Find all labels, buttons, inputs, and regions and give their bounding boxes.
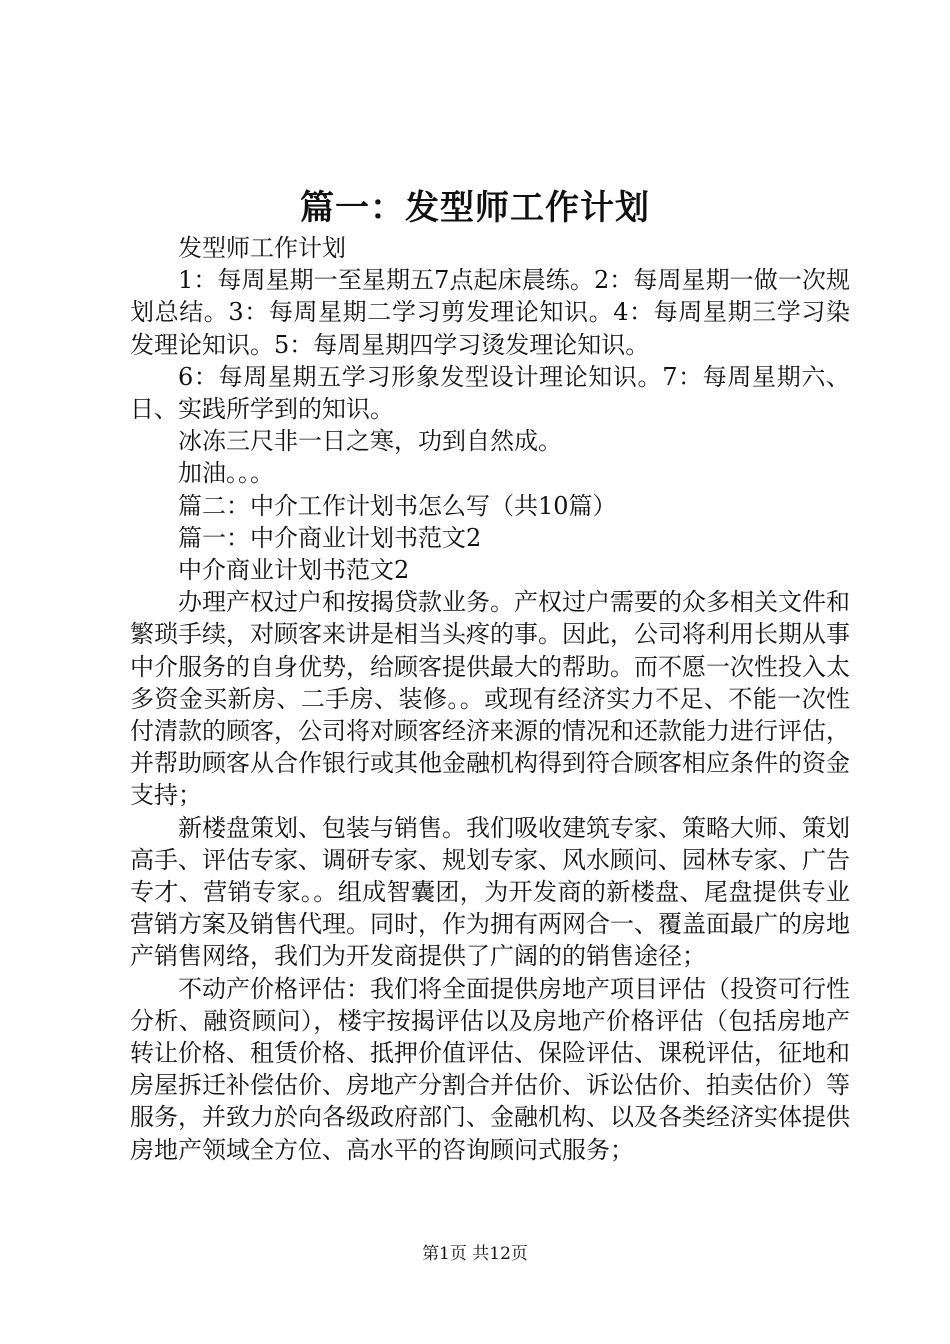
paragraph: 办理产权过户和按揭贷款业务。产权过户需要的众多相关文件和繁琐手续，对顾客来讲是相当头疼的事。因此，公司将利用长期从事中介服务的自身优势，给顾客提供最大的帮助。而不愿一次性投入太多资金买新房、二手房、装修。。或现有经济实力不足、不能一次性付清款的顾客，公司将对顾客经济来源的情况和还款能力进行评估，并帮助顾客从合作银行或其他金融机构得到符合顾客相应条件的资金支持；: [130, 588, 850, 810]
paragraph: 冰冻三尺非一日之寒，功到自然成。: [178, 427, 562, 456]
document-body: [130, 232, 850, 1166]
paragraph: 加油。。。: [178, 459, 274, 488]
page-number-footer: 第1页 共12页: [422, 1244, 528, 1264]
paragraph: 不动产价格评估：我们将全面提供房地产项目评估（投资可行性分析、融资顾问），楼宇按揭评估以及房地产价格评估（包括房地产转让价格、租赁价格、抵押价值评估、保险评估、课税评估，征地和房屋拆迁补偿估价、房地产分割合并估价、诉讼估价、拍卖估价）等服务，并致力於向各级政府部门、金融机构、以及各类经济实体提供房地产领域全方位、高水平的咨询顾问式服务；: [130, 974, 850, 1164]
paragraph: 篇二：中介工作计划书怎么写（共10篇）: [178, 491, 617, 520]
paragraph: 6：每周星期五学习形象发型设计理论知识。7：每周星期六、日、实践所学到的知识。: [130, 362, 850, 424]
paragraph: 中介商业计划书范文2: [178, 556, 410, 585]
paragraph: 新楼盘策划、包装与销售。我们吸收建筑专家、策略大师、策划高手、评估专家、调研专家、规划专家、风水顾问、园林专家、广告专才、营销专家。。组成智囊团，为开发商的新楼盘、尾盘提供专业营销方案及销售代理。同时，作为拥有两网合一、覆盖面最广的房地产销售网络，我们为开发商提供了广阔的的销售途径；: [130, 813, 850, 971]
document-title: 篇一：发型师工作计划: [300, 188, 650, 228]
paragraph: 1：每周星期一至星期五7点起床晨练。2：每周星期一做一次规划总结。3：每周星期二学习剪发理论知识。4：每周星期三学习染发理论知识。5：每周星期四学习烫发理论知识。: [130, 266, 850, 359]
paragraph: 发型师工作计划: [178, 234, 346, 262]
paragraph: 篇一：中介商业计划书范文2: [178, 523, 482, 552]
